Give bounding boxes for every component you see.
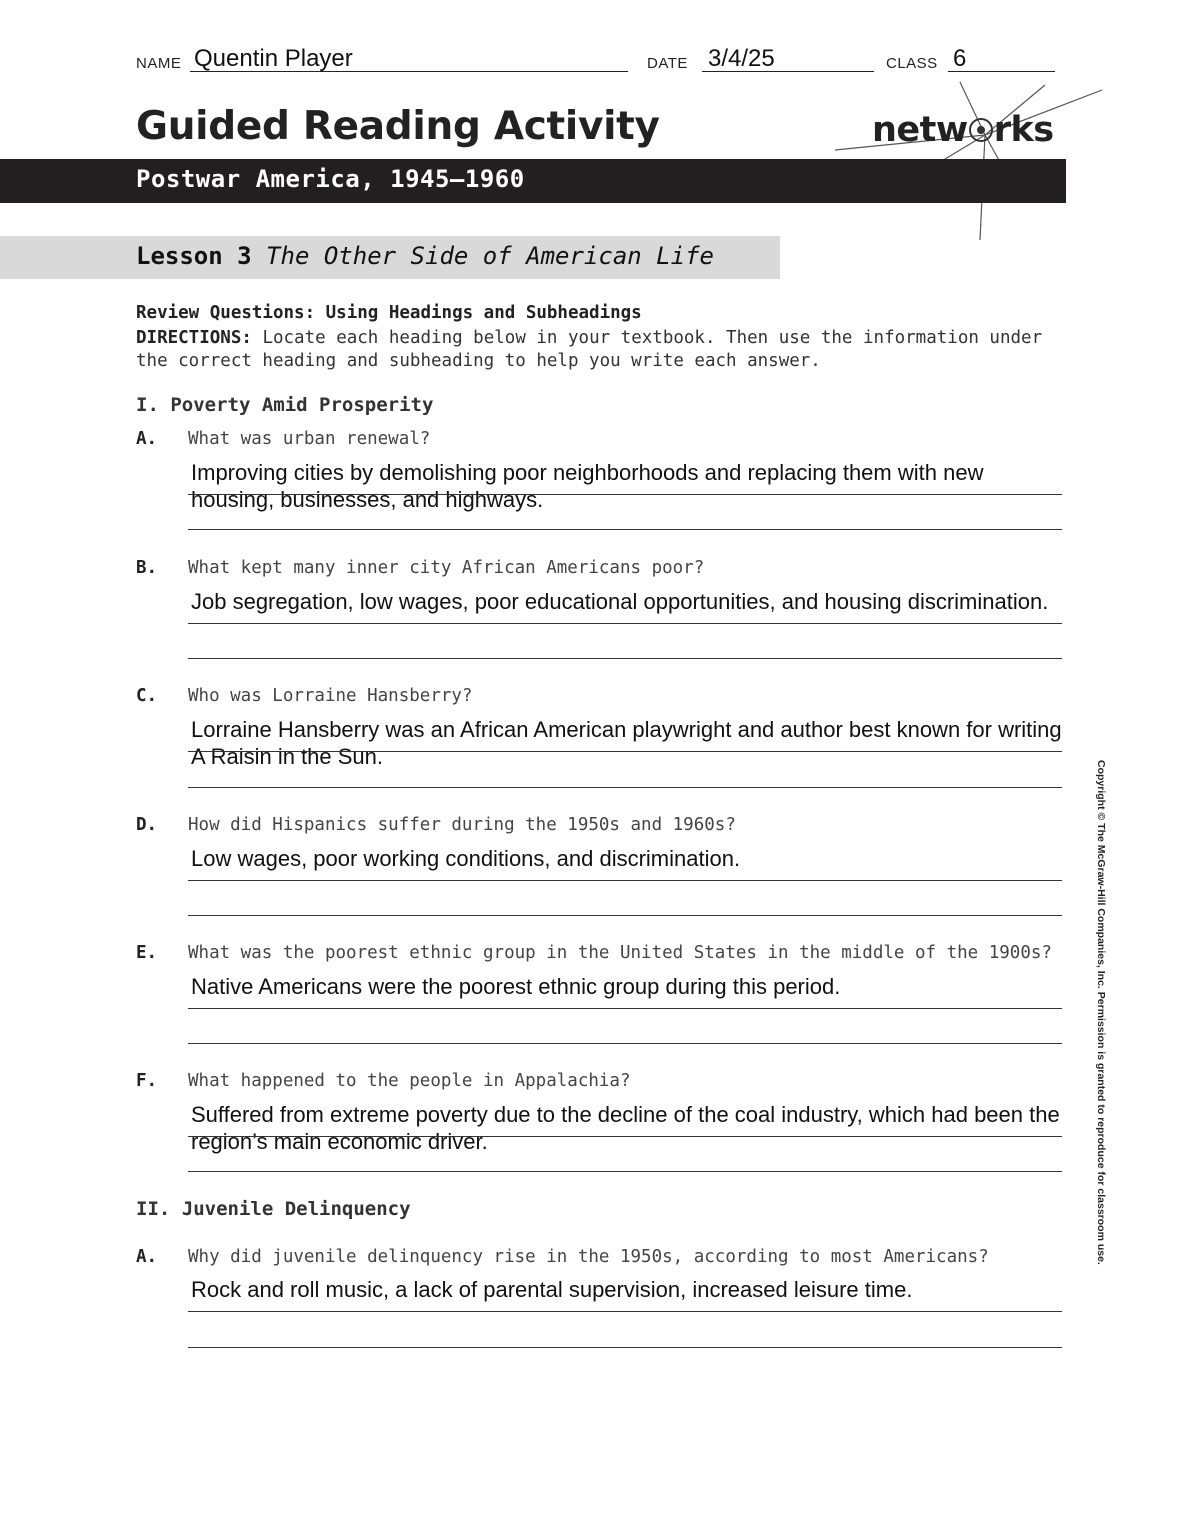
- directions-text: Locate each heading below in your textbook. Then use the information under the correct heading and subheading to help you write each answer.: [136, 328, 1043, 371]
- answer-line: [188, 1311, 1062, 1312]
- question-letter: A.: [136, 429, 158, 449]
- answer-line: [188, 787, 1062, 788]
- answer-text[interactable]: Suffered from extreme poverty due to the decline of the coal industry, which had been the region’s main economic driver.: [191, 1102, 1060, 1154]
- section-heading: I. Poverty Amid Prosperity: [136, 394, 434, 416]
- answer-line: [188, 915, 1062, 916]
- class-label: CLASS: [886, 55, 938, 72]
- question-text: Who was Lorraine Hansberry?: [188, 686, 473, 706]
- question-letter: F.: [136, 1071, 158, 1091]
- directions: [136, 327, 1076, 373]
- answer-line: [188, 1136, 1062, 1137]
- date-value[interactable]: 3/4/25: [708, 45, 775, 72]
- question-text: What was the poorest ethnic group in the United States in the middle of the 1900s?: [188, 943, 1052, 963]
- copyright-notice: Copyright © The McGraw-Hill Companies, Inc. Permission is granted to reproduce for classroom use.: [1095, 760, 1107, 1265]
- question-letter: E.: [136, 943, 158, 963]
- name-value[interactable]: Quentin Player: [194, 45, 353, 72]
- name-label: NAME: [136, 55, 182, 72]
- question-letter: C.: [136, 686, 158, 706]
- networks-logo: netw rks: [872, 110, 1054, 150]
- class-line: [948, 71, 1055, 72]
- answer-text[interactable]: Lorraine Hansberry was an African American playwright and author best known for writing A Raisin in the Sun.: [191, 717, 1062, 769]
- question-letter: A.: [136, 1247, 158, 1267]
- answer-text[interactable]: Improving cities by demolishing poor neighborhoods and replacing them with new housing, businesses, and highways.: [191, 460, 984, 512]
- directions-label: DIRECTIONS:: [136, 328, 252, 348]
- answer-line: [188, 1043, 1062, 1044]
- question-text: How did Hispanics suffer during the 1950s and 1960s?: [188, 815, 736, 835]
- question-text: What happened to the people in Appalachia?: [188, 1071, 631, 1091]
- answer-line: [188, 494, 1062, 495]
- answer-line: [188, 1347, 1062, 1348]
- answer-line: [188, 623, 1062, 624]
- answer-line: [188, 751, 1062, 752]
- question-letter: B.: [136, 558, 158, 578]
- logo-o-icon: [969, 118, 993, 142]
- date-label: DATE: [647, 55, 688, 72]
- section-heading: II. Juvenile Delinquency: [136, 1198, 411, 1220]
- question-letter: D.: [136, 815, 158, 835]
- question-text: What was urban renewal?: [188, 429, 431, 449]
- answer-line: [188, 880, 1062, 881]
- date-line: [702, 71, 874, 72]
- lesson-heading: [136, 242, 714, 270]
- answer-text[interactable]: Job segregation, low wages, poor educational opportunities, and housing discrimination.: [191, 589, 1049, 614]
- answer-line: [188, 1008, 1062, 1009]
- class-value[interactable]: 6: [953, 45, 967, 72]
- question-text: Why did juvenile delinquency rise in the 1950s, according to most Americans?: [188, 1247, 989, 1267]
- page-title: Guided Reading Activity: [136, 104, 660, 149]
- question-text: What kept many inner city African Americans poor?: [188, 558, 705, 578]
- review-heading: Review Questions: Using Headings and Subheadings: [136, 303, 642, 323]
- lesson-title: The Other Side of American Life: [266, 242, 714, 270]
- unit-title: Postwar America, 1945–1960: [136, 165, 525, 193]
- name-line: [190, 71, 628, 72]
- answer-text[interactable]: Low wages, poor working conditions, and discrimination.: [191, 846, 741, 871]
- answer-text[interactable]: Native Americans were the poorest ethnic group during this period.: [191, 974, 841, 999]
- answer-line: [188, 1171, 1062, 1172]
- answer-line: [188, 658, 1062, 659]
- answer-text[interactable]: Rock and roll music, a lack of parental supervision, increased leisure time.: [191, 1277, 913, 1302]
- lesson-label: Lesson 3: [136, 242, 252, 270]
- answer-line: [188, 529, 1062, 530]
